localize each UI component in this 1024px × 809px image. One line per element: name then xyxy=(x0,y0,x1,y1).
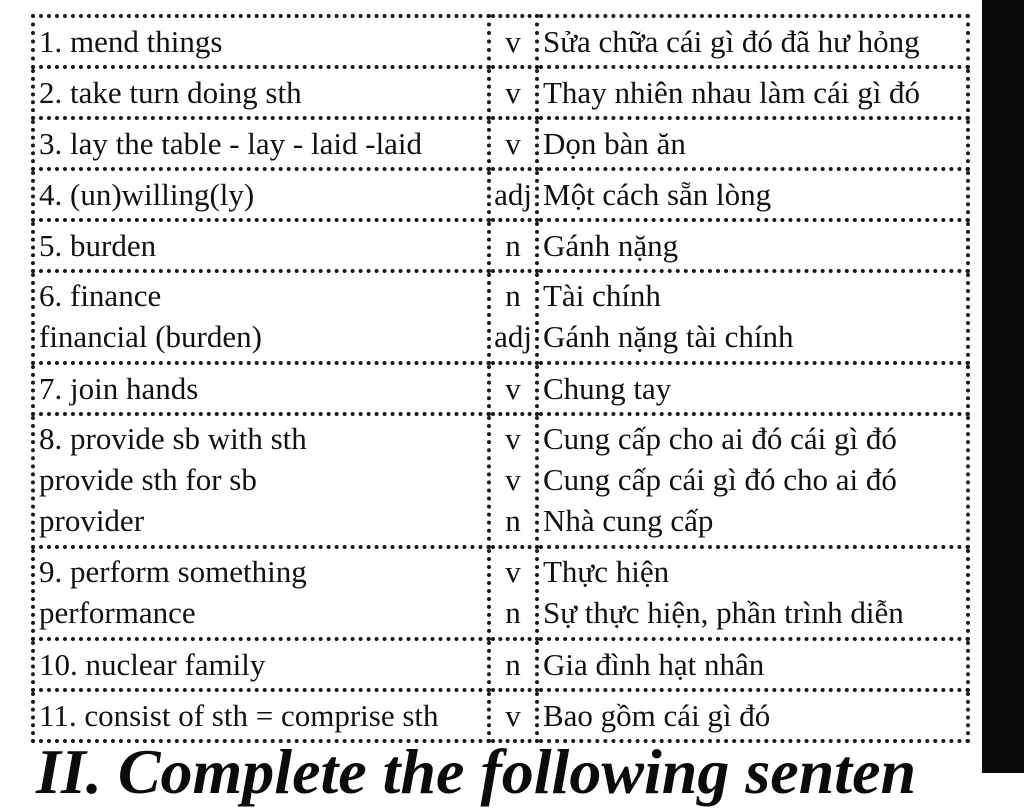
term-cell xyxy=(33,16,489,67)
term-text: 4. (un)willing(ly) xyxy=(39,177,255,212)
pos-cell xyxy=(489,363,537,414)
meaning-text: Gánh nặng xyxy=(543,228,679,263)
table-row xyxy=(33,363,968,414)
term-text: 5. burden xyxy=(39,228,157,263)
term-text: 9. perform something xyxy=(39,554,307,589)
pos-text: v xyxy=(505,126,521,161)
meaning-text: Dọn bàn ăn xyxy=(543,126,686,161)
meaning-text: Bao gồm cái gì đó xyxy=(543,698,771,733)
pos-text: adj xyxy=(494,177,532,212)
pos-text: v xyxy=(505,698,521,733)
term-text: provider xyxy=(39,503,145,538)
term-cell xyxy=(33,363,489,414)
term-text: 6. finance xyxy=(39,278,162,313)
pos-cell xyxy=(489,639,537,690)
meaning-cell xyxy=(537,363,968,414)
table-row xyxy=(33,67,968,118)
meaning-cell xyxy=(537,67,968,118)
table-row xyxy=(33,271,968,363)
pos-text: n xyxy=(505,595,521,630)
term-text: 1. mend things xyxy=(39,24,223,59)
pos-text: v xyxy=(505,462,521,497)
term-cell xyxy=(33,639,489,690)
meaning-text: Thực hiện xyxy=(543,554,670,589)
section-heading: II. Complete the following senten xyxy=(36,736,917,807)
meaning-cell xyxy=(537,414,968,547)
pos-cell xyxy=(489,414,537,547)
meaning-cell xyxy=(537,16,968,67)
term-text: 2. take turn doing sth xyxy=(39,75,302,110)
term-text: provide sth for sb xyxy=(39,462,257,497)
table-row xyxy=(33,220,968,271)
meaning-text: Cung cấp cái gì đó cho ai đó xyxy=(543,462,897,497)
term-cell xyxy=(33,547,489,639)
term-cell xyxy=(33,414,489,547)
pos-text: n xyxy=(505,647,521,682)
meaning-cell xyxy=(537,547,968,639)
meaning-text: Sửa chữa cái gì đó đã hư hỏng xyxy=(543,24,920,59)
table-row xyxy=(33,414,968,547)
table-row xyxy=(33,690,968,741)
vocabulary-table xyxy=(31,14,970,743)
meaning-cell xyxy=(537,118,968,169)
meaning-cell xyxy=(537,639,968,690)
pos-text: v xyxy=(505,75,521,110)
term-cell xyxy=(33,690,489,741)
pos-text: v xyxy=(505,24,521,59)
pos-cell xyxy=(489,16,537,67)
table-row xyxy=(33,118,968,169)
table-row xyxy=(33,547,968,639)
term-text: 11. consist of sth = comprise sth xyxy=(39,698,439,733)
pos-cell xyxy=(489,690,537,741)
pos-text: v xyxy=(505,371,521,406)
term-text: 8. provide sb with sth xyxy=(39,421,307,456)
meaning-cell xyxy=(537,690,968,741)
table-row xyxy=(33,16,968,67)
term-text: performance xyxy=(39,595,196,630)
meaning-text: Gánh nặng tài chính xyxy=(543,319,794,354)
term-text: financial (burden) xyxy=(39,319,262,354)
meaning-cell xyxy=(537,220,968,271)
term-text: 10. nuclear family xyxy=(39,647,266,682)
table-row xyxy=(33,639,968,690)
table-row xyxy=(33,169,968,220)
pos-text: v xyxy=(505,554,521,589)
meaning-cell xyxy=(537,271,968,363)
dark-edge-bar xyxy=(982,0,1024,773)
pos-text: n xyxy=(505,228,521,263)
pos-cell xyxy=(489,67,537,118)
meaning-cell xyxy=(537,169,968,220)
meaning-text: Cung cấp cho ai đó cái gì đó xyxy=(543,421,897,456)
meaning-text: Tài chính xyxy=(543,278,661,313)
pos-text: n xyxy=(505,503,521,538)
pos-cell xyxy=(489,169,537,220)
meaning-text: Gia đình hạt nhân xyxy=(543,647,765,682)
term-text: 3. lay the table - lay - laid -laid xyxy=(39,126,423,161)
term-cell xyxy=(33,118,489,169)
pos-cell xyxy=(489,547,537,639)
pos-cell xyxy=(489,220,537,271)
pos-text: n xyxy=(505,278,521,313)
term-cell xyxy=(33,220,489,271)
meaning-text: Sự thực hiện, phần trình diễn xyxy=(543,595,904,630)
term-cell xyxy=(33,271,489,363)
meaning-text: Chung tay xyxy=(543,371,672,406)
meaning-text: Nhà cung cấp xyxy=(543,503,714,538)
term-text: 7. join hands xyxy=(39,371,199,406)
meaning-text: Thay nhiên nhau làm cái gì đó xyxy=(543,75,921,110)
term-cell xyxy=(33,169,489,220)
pos-text: v xyxy=(505,421,521,456)
meaning-text: Một cách sẵn lòng xyxy=(543,177,772,212)
term-cell xyxy=(33,67,489,118)
pos-cell xyxy=(489,118,537,169)
pos-text: adj xyxy=(494,319,532,354)
pos-cell xyxy=(489,271,537,363)
